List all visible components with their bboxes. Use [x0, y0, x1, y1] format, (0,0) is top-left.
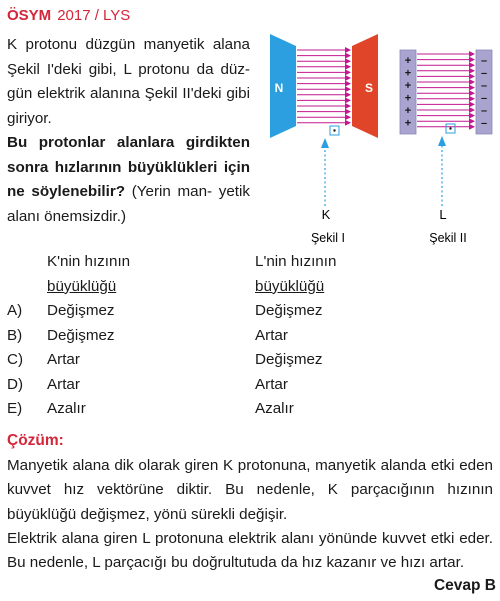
- plus-sign: +: [404, 92, 412, 105]
- minus-sign: –: [480, 55, 488, 67]
- choice-label: A): [7, 302, 23, 319]
- choice-l-value: Artar: [255, 326, 288, 344]
- plus-sign: +: [404, 80, 412, 92]
- caption-sekil-1: Şekil I: [310, 231, 346, 245]
- minus-sign: –: [480, 92, 488, 105]
- question-bold: sonra hızlarının büyüklükleri: [7, 158, 218, 176]
- column-header-l: [255, 250, 336, 299]
- minus-sign: –: [480, 105, 488, 117]
- choice-k-value: Artar: [47, 351, 80, 368]
- physics-figure: [262, 26, 498, 248]
- choice-label: D): [7, 375, 24, 393]
- particle-dot-2: [449, 127, 451, 129]
- source-header: [7, 7, 130, 24]
- choice-l-value: Değişmez: [255, 302, 323, 319]
- question-bold: için ne söylenebilir?: [7, 158, 250, 200]
- choice-k-value: Artar: [47, 375, 80, 393]
- source-name: ÖSYM: [7, 7, 52, 24]
- choice-label: C): [7, 351, 24, 368]
- solution-paragraph-2: Elektrik alana giren L protonuna elektrik alanı yönünde kuvvet etki eder. Bu nedenle, L parçacığı bu doğrultutuda da hız kazanır ve hızı artar.: [7, 529, 493, 572]
- question-line: gibi giriyor.: [7, 85, 250, 127]
- s-pole-label: S: [364, 81, 374, 95]
- plus-sign: +: [404, 117, 412, 130]
- caption-sekil-2: Şekil II: [429, 231, 467, 245]
- label-k: K: [321, 207, 331, 222]
- header-k-line2: büyüklüğü: [47, 277, 117, 295]
- minus-sign: –: [480, 80, 488, 92]
- question-line: gün elektrik alanına Şekil II'deki: [7, 85, 222, 102]
- plus-signs: [405, 55, 411, 130]
- plus-sign: +: [404, 55, 412, 67]
- solution-paragraph-1: Manyetik alana dik olarak giren K protonuna, manyetik alanda etki eden kuvvet hız vektörüne diktir. Bu nedenle, K parçacığının hızının büyüklüğü değişmez, yönü sürekli değişir.: [7, 457, 493, 523]
- minus-sign: –: [480, 117, 488, 130]
- k-arrow-icon: [321, 138, 329, 148]
- source-year: 2017 / LYS: [57, 7, 131, 24]
- header-l-line2: büyüklüğü: [255, 277, 325, 295]
- choice-label: E): [7, 400, 23, 417]
- choice-k-value: Değişmez: [47, 302, 115, 319]
- minus-signs: [481, 55, 487, 130]
- question-line: Şekil I'deki gibi, L protonu da düz-: [7, 60, 250, 78]
- solution-title: Çözüm:: [7, 432, 64, 449]
- plus-sign: +: [404, 67, 412, 80]
- choice-k-value: Azalır: [47, 400, 86, 417]
- question-note: (Yerin man-: [125, 183, 213, 200]
- magnetic-field-lines: [297, 50, 350, 123]
- l-arrow-icon: [438, 136, 446, 146]
- choice-label: B): [7, 326, 23, 344]
- choice-l-value: Artar: [255, 375, 288, 393]
- solution-text: [7, 454, 493, 575]
- n-pole-label: N: [274, 81, 284, 95]
- choice-l-value: Değişmez: [255, 351, 323, 368]
- choice-l-value: Azalır: [255, 400, 294, 417]
- question-line: K protonu düzgün manyetik alana: [7, 36, 250, 53]
- answer-choices: [7, 250, 387, 420]
- plus-sign: +: [404, 105, 412, 117]
- minus-sign: –: [480, 67, 488, 80]
- column-header-k: [47, 250, 130, 299]
- answer-key: Cevap B: [433, 577, 496, 594]
- header-l-line1: L'nin hızının: [255, 253, 337, 270]
- question-note: yetik alanı önemsizdir.): [7, 183, 250, 225]
- question-bold: Bu protonlar alanlara girdikten: [7, 134, 250, 151]
- particle-dot: [333, 129, 335, 131]
- question-text: [7, 33, 250, 229]
- header-k-line1: K'nin hızının: [47, 253, 131, 270]
- label-l: L: [439, 207, 447, 222]
- electric-field-lines: [417, 54, 474, 127]
- choice-k-value: Değişmez: [47, 326, 115, 344]
